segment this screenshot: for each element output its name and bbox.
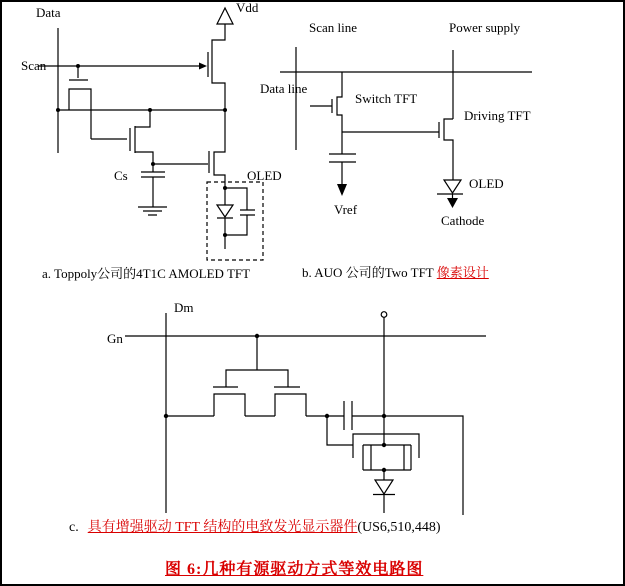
label-driving-tft-b: Driving TFT [464, 108, 531, 123]
switch-tft-gate-a [69, 66, 88, 80]
switch-tft-b [310, 72, 342, 154]
label-cathode-b: Cathode [441, 213, 485, 228]
caption-b-black: b. AUO 公司的Two TFT [302, 265, 437, 280]
right-wire-c [352, 416, 463, 515]
storage-capacitor-symbol-c [344, 401, 352, 430]
lower-dual-tft-c [353, 434, 419, 470]
oled-diode-symbol-a [217, 205, 233, 217]
oled-cathode-bar-b [437, 194, 463, 198]
label-oled-a: OLED [247, 168, 282, 183]
switch-tft-channel-a [69, 89, 91, 139]
caption-circuit-b [302, 262, 489, 281]
caption-c-red: 具有增强驱动 TFT 结构的电致发光显示器件 [87, 520, 358, 535]
caption-circuit-a: a. Toppoly公司的4T1C AMOLED TFT [42, 266, 251, 281]
terminal-circle-icon [381, 312, 387, 318]
caption-circuit-c [69, 516, 441, 536]
oled-diode-symbol-b [444, 180, 461, 193]
oled-dashed-box [207, 182, 263, 260]
vdd-symbol [217, 8, 233, 24]
caption-b-red: 像素设计 [436, 265, 489, 280]
ground-symbol [138, 207, 167, 215]
diode-symbol-c [375, 480, 393, 494]
vref-capacitor-symbol [329, 154, 356, 184]
label-vdd-a: Vdd [236, 0, 259, 15]
label-vref-b: Vref [334, 202, 358, 217]
label-scan-a: Scan [21, 58, 47, 73]
driving-tft-b [439, 119, 453, 180]
junction-dots-a [56, 64, 227, 237]
cathode-arrow-icon [447, 198, 458, 208]
second-tft-a [91, 110, 153, 172]
top-channels [214, 394, 306, 416]
oled-internal-a [217, 188, 255, 249]
label-scan-line-b: Scan line [309, 20, 358, 35]
label-dm-c: Dm [174, 300, 194, 315]
label-cs-a: Cs [114, 168, 128, 183]
lower-gate-feed-c [327, 416, 353, 445]
label-power-supply-b: Power supply [449, 20, 521, 35]
circuit-c-schematic [125, 312, 486, 515]
label-data-a: Data [36, 5, 61, 20]
scan-arrow-icon [199, 63, 207, 70]
caption-c-suffix: (US6,510,448) [357, 520, 441, 535]
label-gn-c: Gn [107, 331, 123, 346]
driving-tft-stack-a [208, 24, 225, 188]
label-switch-tft-b: Switch TFT [355, 91, 418, 106]
vref-arrow-icon [337, 184, 347, 196]
caption-c-prefix: c. [69, 520, 79, 535]
label-data-line-b: Data line [260, 81, 308, 96]
cs-capacitor-symbol [141, 172, 165, 207]
dual-gate-tie-top [226, 336, 288, 387]
label-oled-b: OLED [469, 176, 504, 191]
figure-caption: 图 6:几种有源驱动方式等效电路图 [165, 561, 424, 578]
